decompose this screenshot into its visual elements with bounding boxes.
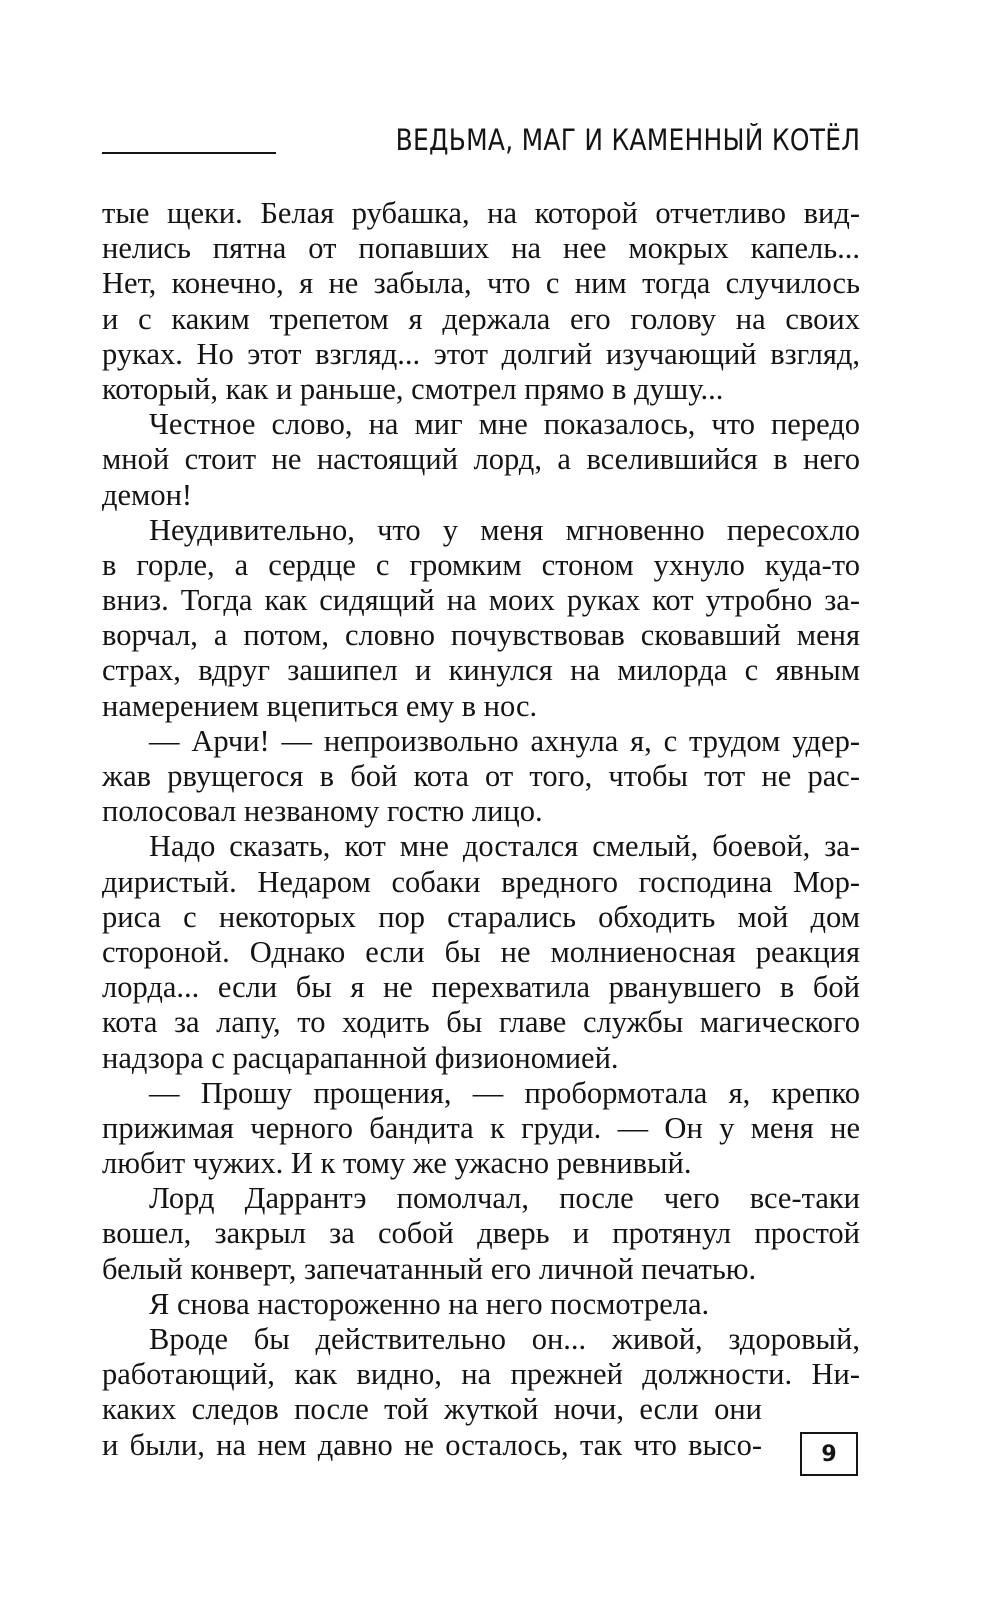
body-text (102, 196, 860, 1463)
book-title: ВЕДЬМА, МАГ И КАМЕННЫЙ КОТЁЛ (395, 123, 860, 157)
text-line: надзора с расцарапанной физиономией. (102, 1040, 619, 1075)
text-line: Нет, конечно, я не забыла, что с ним тогда случилось (102, 266, 860, 301)
text-line: Лорд Даррантэ помолчал, после чего все-таки (149, 1181, 860, 1216)
text-line: каких следов после той жуткой ночи, если они (102, 1392, 762, 1427)
text-line: прижимая черного бандита к груди. — Он у меня не (102, 1110, 860, 1145)
text-line: ворчал, а потом, словно почувствовав сковавший меня (102, 618, 860, 653)
text-line: лорда... если бы я не перехватила рванувшего в бой (102, 970, 860, 1005)
paragraph (102, 829, 860, 1075)
running-header (102, 122, 860, 166)
text-line: белый конверт, запечатанный его личной печатью. (102, 1251, 757, 1286)
text-line: стороной. Однако если бы не молниеносная реакция (102, 934, 860, 969)
text-line: работающий, как видно, на прежней должности. Ни- (102, 1357, 860, 1392)
text-line: страх, вдруг зашипел и кинулся на милорда с явным (102, 653, 860, 688)
paragraph (102, 1287, 860, 1322)
text-line: демон! (102, 477, 193, 512)
text-line: полосовал незваному гостю лицо. (102, 794, 543, 829)
text-line: намерением вцепиться ему в нос. (102, 688, 538, 723)
paragraph (102, 513, 860, 724)
paragraph (102, 724, 860, 830)
paragraph (102, 1076, 860, 1182)
text-line: и были, на нем давно не осталось, так что высо- (102, 1427, 762, 1462)
text-line: любит чужих. И к тому же ужасно ревнивый. (102, 1146, 692, 1181)
text-line: Надо сказать, кот мне достался смелый, боевой, за- (149, 829, 860, 864)
text-line: жав рвущегося в бой кота от того, чтобы тот не рас- (102, 759, 860, 793)
page-number: 9 (800, 1432, 858, 1476)
text-line: в горле, а сердце с громким стоном ухнуло куда-то (102, 547, 860, 582)
text-line: вошел, закрыл за собой дверь и протянул простой (102, 1216, 860, 1251)
text-line: Я снова настороженно на него посмотрела. (149, 1286, 710, 1321)
header-rule (102, 152, 276, 154)
text-line: Вроде бы действительно он... живой, здоровый, (149, 1322, 860, 1356)
text-line: риса с некоторых пор старались обходить мой дом (102, 899, 860, 934)
paragraph (102, 196, 860, 407)
paragraph (102, 1181, 860, 1287)
paragraph (102, 1322, 860, 1463)
text-line: Неудивительно, что у меня мгновенно пересохло (149, 512, 860, 547)
text-line: кота за лапу, то ходить бы главе службы магического (102, 1005, 860, 1040)
text-line: руках. Но этот взгляд... этот долгий изучающий взгляд, (102, 336, 860, 371)
text-line: который, как и раньше, смотрел прямо в душу... (102, 371, 724, 406)
text-line: Честное слово, на миг мне показалось, что передо (149, 407, 860, 442)
text-line: и с каким трепетом я держала его голову на своих (102, 301, 860, 336)
text-line: диристый. Недаром собаки вредного господина Мор- (102, 864, 860, 899)
text-line: — Арчи! — непроизвольно ахнула я, с трудом удер- (149, 723, 860, 758)
text-line: — Прошу прощения, — пробормотала я, крепко (149, 1075, 860, 1110)
paragraph (102, 407, 860, 513)
text-line: нелись пятна от попавших на нее мокрых капель... (102, 231, 860, 266)
text-line: мной стоит не настоящий лорд, а вселившийся в него (102, 442, 860, 477)
text-line: тые щеки. Белая рубашка, на которой отчетливо вид- (102, 196, 860, 230)
text-line: вниз. Тогда как сидящий на моих руках кот утробно за- (102, 583, 860, 618)
